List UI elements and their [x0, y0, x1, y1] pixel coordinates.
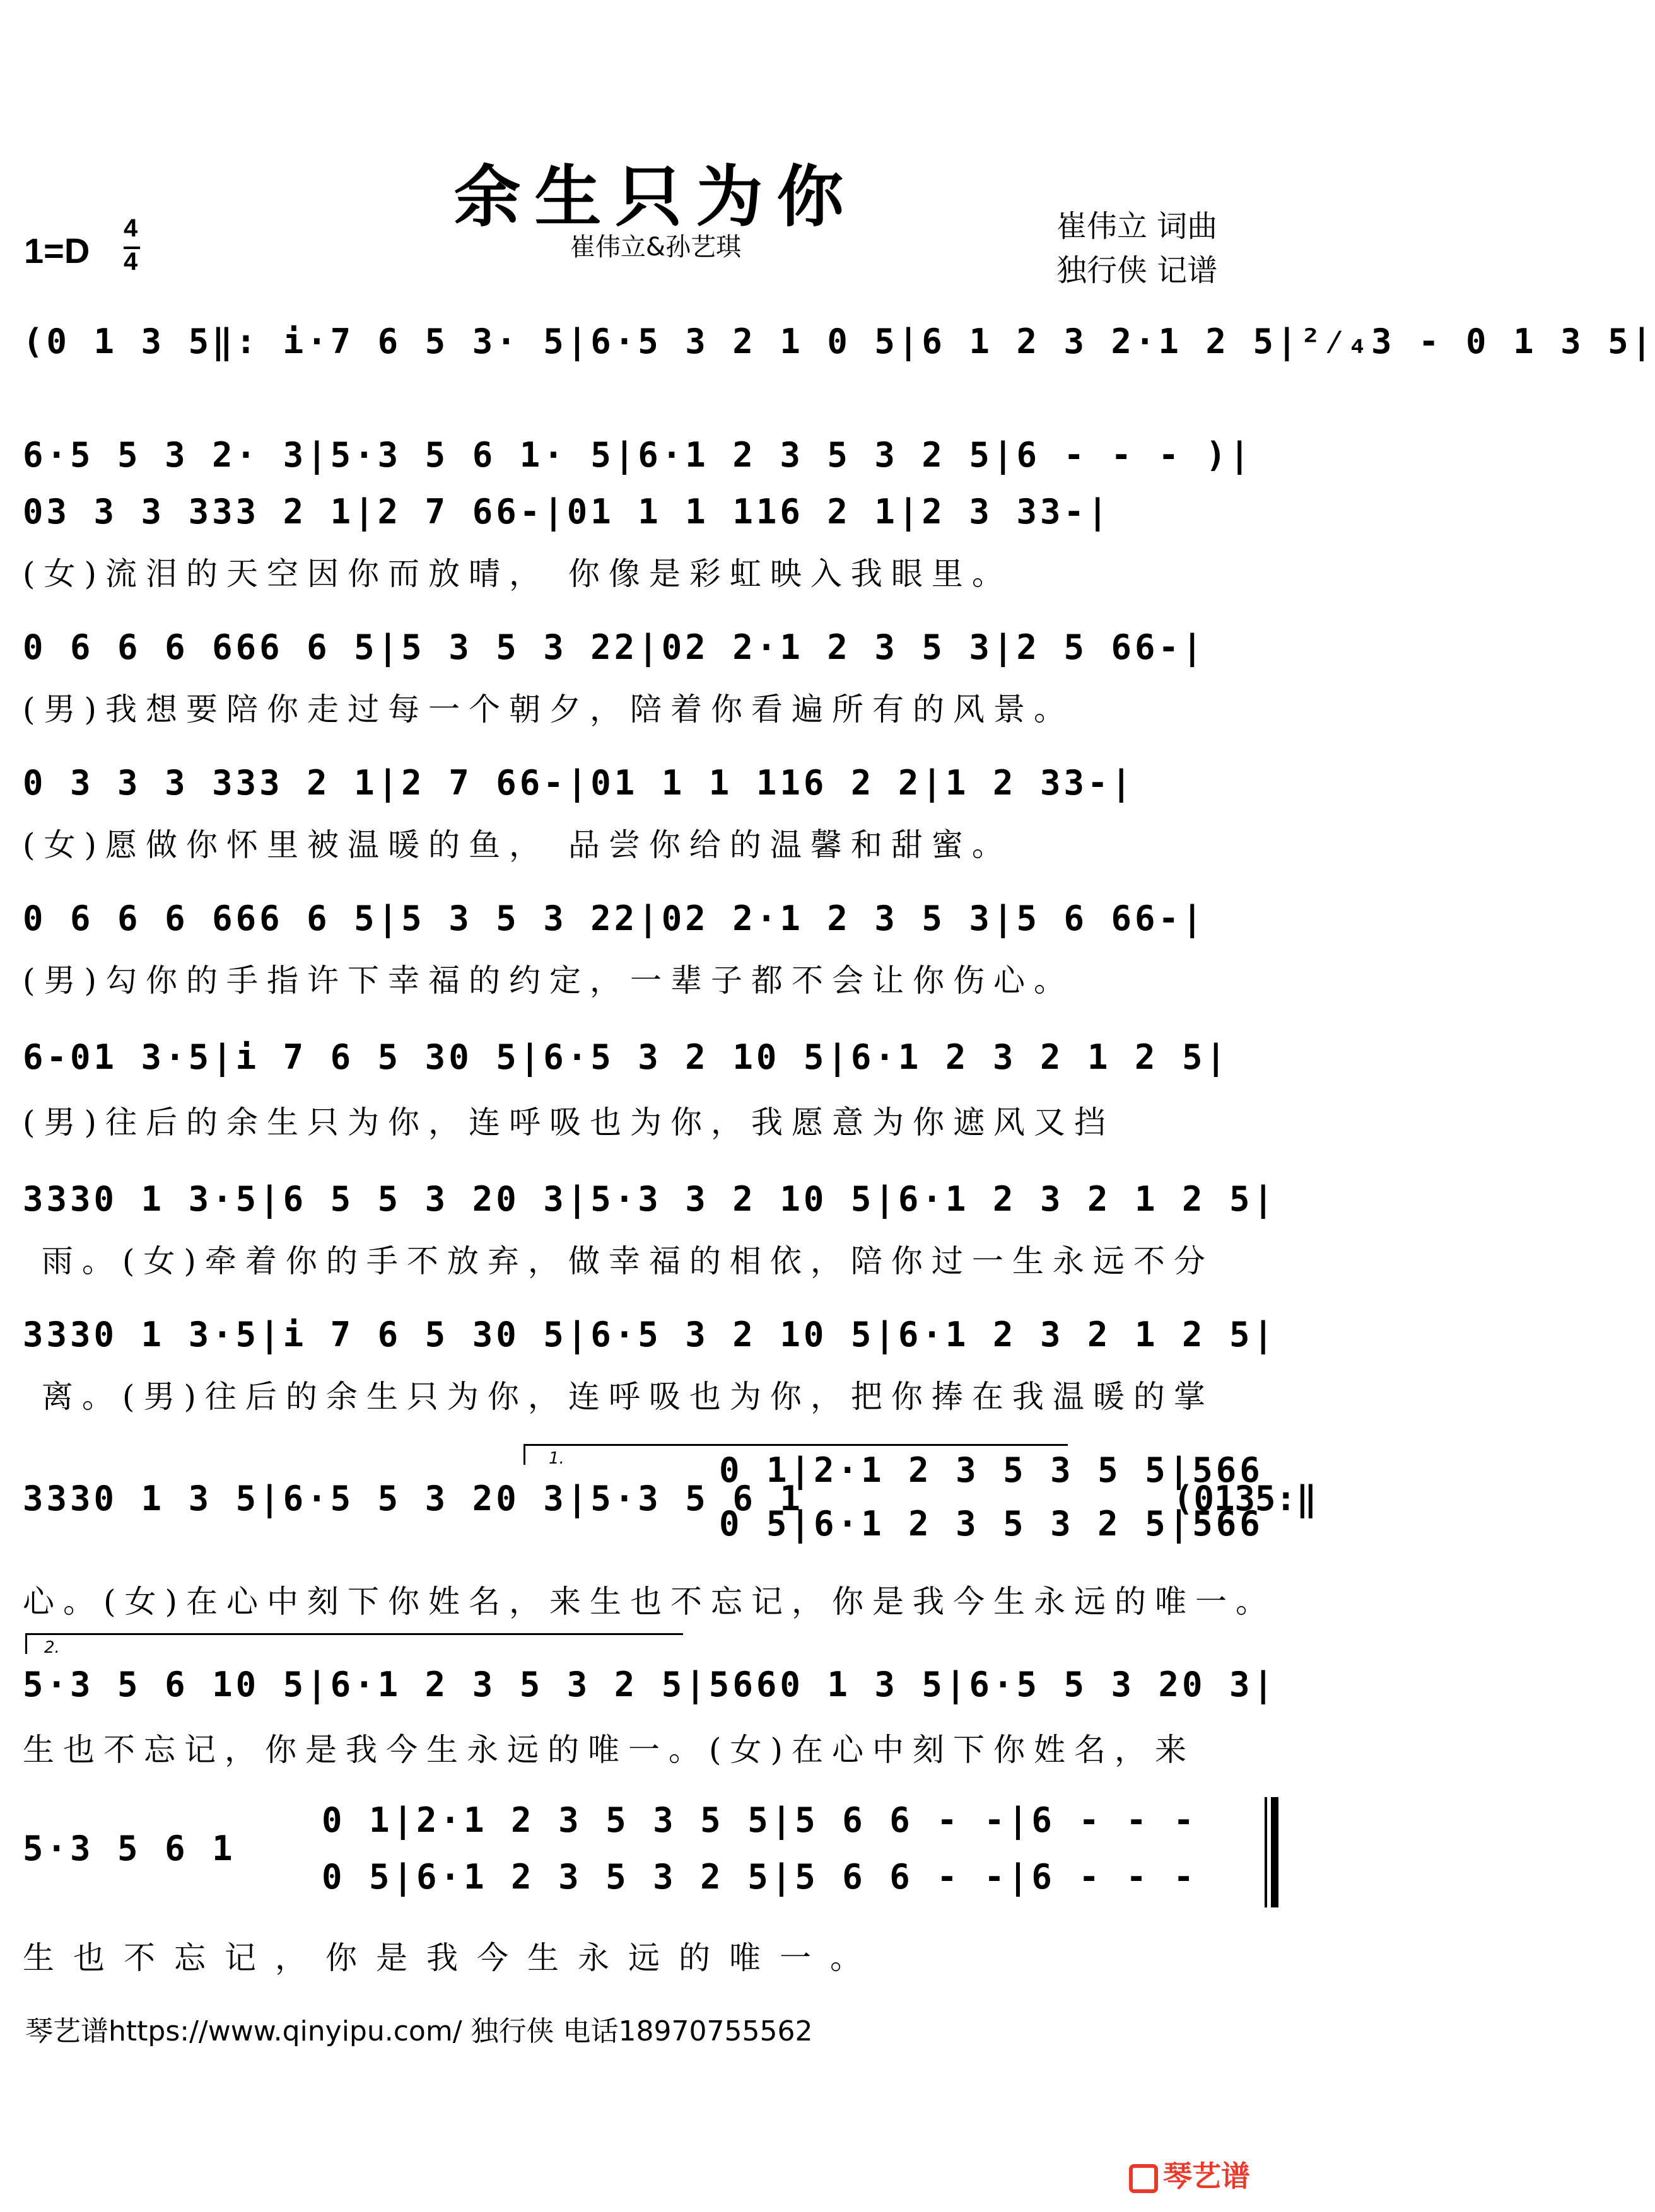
- notation-line: 5·3 5 6 1: [23, 1829, 236, 1868]
- final-barline-thin: [1265, 1797, 1267, 1907]
- notation-upper-voice: 0 1|2·1 2 3 5 3 5 5|5 6 6 - -|6 - - -: [322, 1800, 1197, 1840]
- lyric-line: (男)我想要陪你走过每一个朝夕，陪着你看遍所有的风景。: [23, 691, 1075, 728]
- volta-bracket-2: [25, 1633, 683, 1654]
- notation-line: 6·5 5 3 2· 3|5·3 5 6 1· 5|6·1 2 3 5 3 2 5|6 - - - )|: [23, 435, 1253, 475]
- notation-lower-voice: 0 5|6·1 2 3 5 3 2 5|566: [719, 1504, 1263, 1544]
- notation-line: 5·3 5 6 10 5|6·1 2 3 5 3 2 5|5660 1 3 5|6·5 5 3 20 3|: [23, 1665, 1277, 1704]
- credit-lyrics-music: 崔伟立 词曲: [1056, 209, 1218, 244]
- lyric-line: (女)愿做你怀里被温暖的鱼， 品尝你给的温馨和甜蜜。: [23, 827, 1012, 863]
- notation-line: 6-01 3·5|i 7 6 5 30 5|6·5 3 2 10 5|6·1 2 3 2 1 2 5|: [23, 1037, 1230, 1077]
- footer-text: 琴艺谱https://www.qinyipu.com/ 独行侠 电话18970755562: [25, 2015, 813, 2047]
- notation-line: 03 3 3 333 2 1|2 7 66-|01 1 1 116 2 1|2 3 33-|: [23, 492, 1111, 532]
- repeat-tail: (0135:‖: [1173, 1479, 1317, 1518]
- lyric-line: (女)流泪的天空因你而放晴， 你像是彩虹映入我眼里。: [23, 556, 1012, 592]
- notation-line: (0 1 3 5‖: i·7 6 5 3· 5|6·5 3 2 1 0 5|6 1 2 3 2·1 2 5|²⁄₄3 - 0 1 3 5|: [23, 322, 1655, 361]
- lyric-line: 雨。(女)牵着你的手不放弃，做幸福的相依，陪你过一生永远不分: [23, 1243, 1214, 1279]
- time-signature-top: 4: [124, 214, 138, 242]
- credit-transcriber: 独行侠 记谱: [1056, 253, 1218, 288]
- time-signature-bottom: 4: [124, 248, 138, 276]
- logo-icon: [1129, 2164, 1158, 2193]
- final-barline-thick: [1271, 1797, 1278, 1907]
- volta-label: 1.: [549, 1449, 564, 1468]
- notation-line: 3330 1 3 5|6·5 5 3 20 3|5·3 5 6 1: [23, 1479, 804, 1518]
- lyric-line: 心。(女)在心中刻下你姓名，来生也不忘记，你是我今生永远的唯一。: [23, 1583, 1277, 1620]
- notation-line: 0 6 6 6 666 6 5|5 3 5 3 22|02 2·1 2 3 5 3|5 6 66-|: [23, 899, 1206, 938]
- lyric-line: (男)往后的余生只为你，连呼吸也为你，我愿意为你遮风又挡: [23, 1104, 1115, 1141]
- lyric-line: 离。(男)往后的余生只为你，连呼吸也为你，把你捧在我温暖的掌: [23, 1378, 1214, 1415]
- song-title: 余生只为你: [453, 157, 858, 236]
- lyric-line: (男)勾你的手指许下幸福的约定，一辈子都不会让你伤心。: [23, 962, 1075, 999]
- key-signature: 1=D: [24, 231, 90, 271]
- notation-line: 0 3 3 3 333 2 1|2 7 66-|01 1 1 116 2 2|1 2 33-|: [23, 763, 1135, 803]
- performer: 崔伟立&孙艺琪: [570, 233, 742, 262]
- notation-lower-voice: 0 5|6·1 2 3 5 3 2 5|5 6 6 - -|6 - - -: [322, 1857, 1197, 1897]
- lyric-line: 生也不忘记，你是我今生永远的唯一。: [23, 1940, 880, 1976]
- site-logo: [1129, 2153, 1250, 2195]
- notation-line: 3330 1 3·5|i 7 6 5 30 5|6·5 3 2 10 5|6·1 2 3 2 1 2 5|: [23, 1315, 1277, 1354]
- lyric-line: 生也不忘记，你是我今生永远的唯一。(女)在心中刻下你姓名，来: [23, 1732, 1196, 1768]
- logo-text: 琴艺谱: [1163, 2159, 1250, 2193]
- notation-line: 0 6 6 6 666 6 5|5 3 5 3 22|02 2·1 2 3 5 3|2 5 66-|: [23, 627, 1206, 667]
- notation-upper-voice: 0 1|2·1 2 3 5 3 5 5|566: [719, 1450, 1263, 1490]
- volta-label: 2.: [44, 1638, 60, 1657]
- notation-line: 3330 1 3·5|6 5 5 3 20 3|5·3 3 2 10 5|6·1 2 3 2 1 2 5|: [23, 1179, 1277, 1219]
